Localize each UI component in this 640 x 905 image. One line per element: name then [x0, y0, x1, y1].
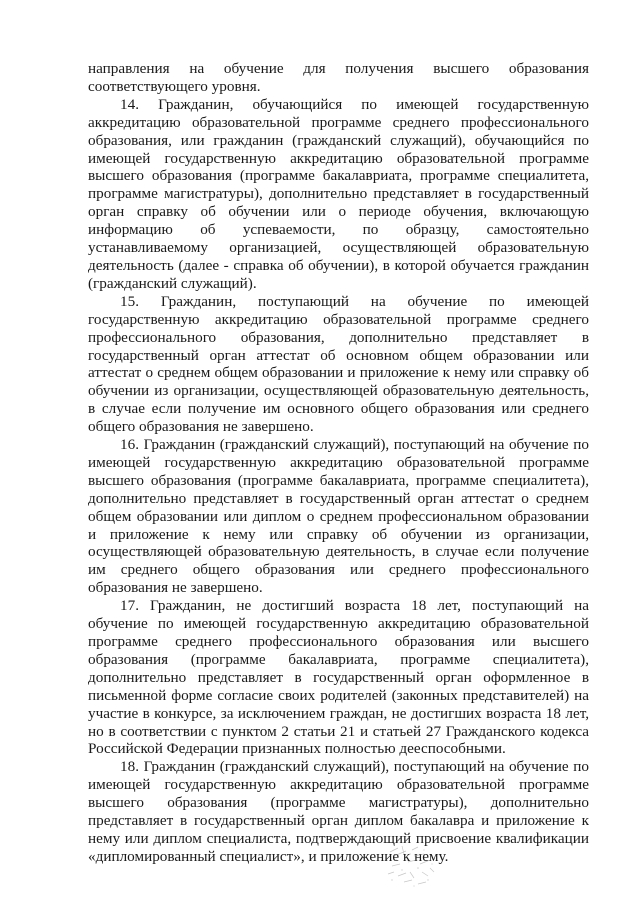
paragraph-item-17: 17. Гражданин, не достигший возраста 18 лет, поступающий на обучение по имеющей государственную аккредитацию образовательной программе среднего профессионального образования или высшего образования (программе бакалавриата, программе специалитета), дополнительно представляет в государственный орган оформленное в письменной форме согласие своих родителей (законных представителей) на участие в конкурсе, за исключением граждан, не достигших возраста 18 лет, но в соответствии с пунктом 2 статьи 21 и статьей 27 Гражданского кодекса Российской Федерации признанных полностью дееспособными.	[88, 597, 589, 758]
paragraph-item-15: 15. Гражданин, поступающий на обучение по имеющей государственную аккредитацию образовательной программе среднего профессионального образования, дополнительно представляет в государственный орган аттестат об основном общем образовании или аттестат о среднем общем образовании и приложение к нему или справку об обучении из организации, осуществляющей образовательную деятельность, в случае если получение им основного общего образования или среднего общего образования не завершено.	[88, 292, 589, 436]
faint-scan-mark-icon	[384, 842, 440, 890]
paragraph-item-18: 18. Гражданин (гражданский служащий), поступающий на обучение по имеющей государственную аккредитацию образовательной программе высшего образования (программе магистратуры), дополнительно представляет в государственный орган диплом бакалавра и приложение к нему или диплом специалиста, подтверждающий присвоение квалификации «дипломированный специалист», и приложение к нему.	[88, 758, 589, 865]
paragraph-item-16: 16. Гражданин (гражданский служащий), поступающий на обучение по имеющей государственную аккредитацию образовательной программе высшего образования (программе бакалавриата, программе специалитета), дополнительно представляет в государственный орган аттестат о среднем общем образовании или диплом о среднем профессиональном образовании и приложение к нему или справку об обучении из организации, осуществляющей образовательную деятельность, в случае если получение им среднего общего образования или среднего профессионального образования не завершено.	[88, 436, 589, 597]
paragraph-continuation: направления на обучение для получения высшего образования соответствующего уровня.	[88, 60, 589, 95]
paragraph-item-14: 14. Гражданин, обучающийся по имеющей государственную аккредитацию образовательной программе среднего профессионального образования, или гражданин (гражданский служащий), обучающийся по имеющей государственную аккредитацию образовательной программе высшего образования (программе бакалавриата, программе специалитета, программе магистратуры), дополнительно представляет в государственный орган справку об обучении или о периоде обучения, включающую информацию об успеваемости, по образцу, самостоятельно устанавливаемому организацией, осуществляющей образовательную деятельность (далее - справка об обучении), в которой обучается гражданин (гражданский служащий).	[88, 95, 589, 292]
document-body	[88, 60, 589, 866]
